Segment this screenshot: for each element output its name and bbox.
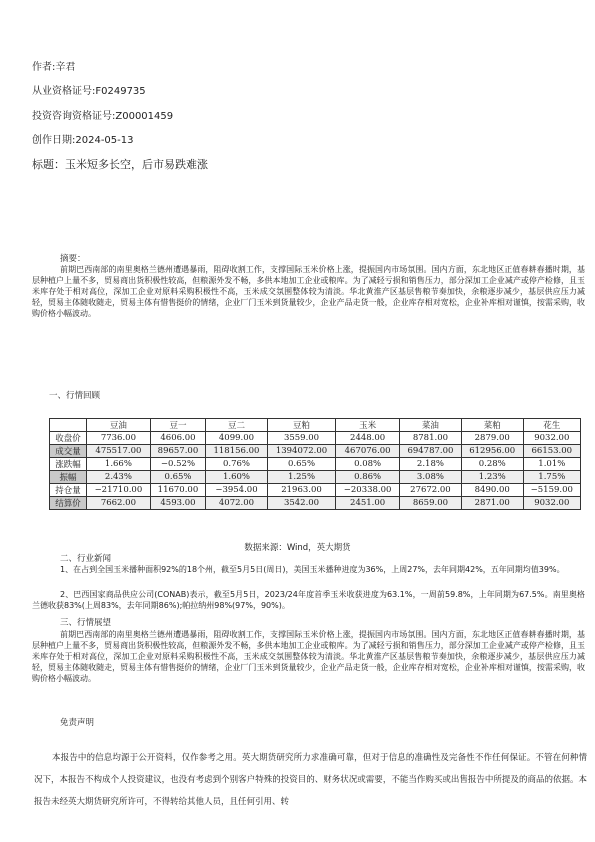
creation-date: 创作日期:2024-05-13 (32, 135, 134, 146)
table-row (50, 471, 581, 484)
table-cell: 66153.00 (523, 445, 580, 458)
column-header: 豆油 (86, 419, 150, 432)
news-item-1: 1、在占到全国玉米播种面积92%的18个州，截至5月5日(周日)，美国玉米播种进度为36%，上周27%，去年同期42%，五年同期均值39%。 (60, 565, 565, 574)
table-cell: 3.08% (400, 471, 462, 484)
table-cell: 1.23% (461, 471, 523, 484)
disclaimer-text: 本报告中的信息均源于公开资料，仅作参考之用。英大期货研究所力求准确可靠，但对于信息的准确性及完备性不作任何保证。不管在何种情况下，本报告不构成个人投资建议，也没有考虑到个别客户特殊的投资目的、财务状况或需要，不能当作购买或出售报告中所提及的商品的依据。本报告未经英大期货研究所许可，不得转给其他人员，且任何引用、转 (34, 753, 587, 807)
table-cell: 9032.00 (523, 497, 580, 510)
table-cell: −0.52% (150, 458, 205, 471)
table-header-row (50, 419, 581, 432)
news-item-2: 2、巴西国家商品供应公司(CONAB)表示，截至5月5日，2023/24年度首季玉米收获进度为63.1%，一周前59.8%，上年同期为67.5%。南里奥格兰德收获83%(上周83%，去年同期86%);帕拉纳州98%(97%，90%)。 (32, 590, 585, 610)
table-cell: 467076.00 (336, 445, 400, 458)
row-label: 结算价 (50, 497, 87, 510)
abstract-label: 摘要： (60, 254, 86, 264)
table-row (50, 432, 581, 445)
table-cell: 8781.00 (400, 432, 462, 445)
table-row (50, 484, 581, 497)
consult-license-number: 投资咨询资格证号:Z00001459 (32, 111, 174, 122)
column-header: 玉米 (336, 419, 400, 432)
table-row (50, 497, 581, 510)
report-title: 标题：玉米短多长空，后市易跌难涨 (32, 158, 208, 171)
table-cell: 0.65% (267, 458, 335, 471)
row-label: 持仓量 (50, 484, 87, 497)
row-label: 振幅 (50, 471, 87, 484)
table-cell: 612956.00 (461, 445, 523, 458)
table-cell: 1394072.00 (267, 445, 335, 458)
market-table (49, 418, 581, 510)
table-cell: 0.28% (461, 458, 523, 471)
table-cell: 7662.00 (86, 497, 150, 510)
table-cell: 3559.00 (267, 432, 335, 445)
row-label: 涨跌幅 (50, 458, 87, 471)
table-cell: 1.66% (86, 458, 150, 471)
table-cell: 4099.00 (206, 432, 268, 445)
table-cell: 2871.00 (461, 497, 523, 510)
table-cell: 4593.00 (150, 497, 205, 510)
table-cell: 118156.00 (206, 445, 268, 458)
table-cell: 1.01% (523, 458, 580, 471)
table-cell: 475517.00 (86, 445, 150, 458)
table-row (50, 458, 581, 471)
row-label: 收盘价 (50, 432, 87, 445)
table-cell: 0.86% (336, 471, 400, 484)
disclaimer-title: 免责声明 (60, 718, 95, 728)
table-cell: 0.76% (206, 458, 268, 471)
table-cell: −20338.00 (336, 484, 400, 497)
row-label: 成交量 (50, 445, 87, 458)
column-header: 豆粕 (267, 419, 335, 432)
table-cell: 0.65% (150, 471, 205, 484)
table-cell: 1.75% (523, 471, 580, 484)
table-cell: 1.25% (267, 471, 335, 484)
table-cell: 2448.00 (336, 432, 400, 445)
table-cell: 4072.00 (206, 497, 268, 510)
table-cell: −5159.00 (523, 484, 580, 497)
table-cell: 9032.00 (523, 432, 580, 445)
section-outlook: 三、行情展望 (60, 618, 112, 628)
table-cell: 2879.00 (461, 432, 523, 445)
table-cell: 89657.00 (150, 445, 205, 458)
table-cell: 0.08% (336, 458, 400, 471)
table-cell: 21963.00 (267, 484, 335, 497)
data-source: 数据来源：Wind，英大期货 (244, 543, 351, 553)
column-header: 豆一 (150, 419, 205, 432)
table-cell: 2.18% (400, 458, 462, 471)
table-cell: 7736.00 (86, 432, 150, 445)
license-number: 从业资格证号:F0249735 (32, 86, 146, 97)
table-cell: 2451.00 (336, 497, 400, 510)
table-corner (50, 419, 87, 432)
table-cell: 8490.00 (461, 484, 523, 497)
column-header: 菜油 (400, 419, 462, 432)
outlook-text: 前期巴西南部的南里奥格兰德州遭遇暴雨，阻碍收割工作，支撑国际玉米价格上涨，提振国内市场氛围。国内方面，东北地区正值春耕春播时期，基层种植户上量不多，贸易商出货积极性较高，但粮源外发不畅，多供本地加工企业或粮库。为了减轻亏损和销售压力，部分深加工企业减产或停产检修，且玉米库存处于相对高位，深加工企业对原料采购积极性不高，玉米成交氛围整体较为清淡。华北黄淮产区基层售粮节奏加快，余粮逐步减少，基层供应压力减轻，贸易主体随收随走，贸易主体有惜售挺价的情绪，企业厂门玉米到货量较少，企业产品走货一般，企业库存相对宽松，企业补库相对谨慎，按需采购，收购价格小幅波动。 (32, 630, 585, 683)
author: 作者:辛君 (32, 62, 76, 73)
section-market-review: 一、行情回顾 (49, 391, 101, 401)
section-industry-news: 二、行业新闻 (60, 554, 112, 564)
table-cell: 27672.00 (400, 484, 462, 497)
column-header: 豆二 (206, 419, 268, 432)
table-cell: 3542.00 (267, 497, 335, 510)
abstract-text: 前期巴西南部的南里奥格兰德州遭遇暴雨，阻碍收割工作，支撑国际玉米价格上涨，提振国内市场氛围。国内方面，东北地区正值春耕春播时期，基层种植户上量不多，贸易商出货积极性较高，但粮源外发不畅，多供本地加工企业或粮库。为了减轻亏损和销售压力，部分深加工企业减产或停产检修，且玉米库存处于相对高位，深加工企业对原料采购积极性不高，玉米成交氛围整体较为清淡。华北黄淮产区基层售粮节奏加快，余粮逐步减少，基层供应压力减轻，贸易主体随收随走，贸易主体有惜售挺价的情绪，企业厂门玉米到货量较少，企业产品走货一般，企业库存相对宽松，企业补库相对谨慎，按需采购，收购价格小幅波动。 (32, 265, 585, 318)
table-cell: 11670.00 (150, 484, 205, 497)
column-header: 花生 (523, 419, 580, 432)
table-cell: −3954.00 (206, 484, 268, 497)
table-cell: 8659.00 (400, 497, 462, 510)
table-cell: 2.43% (86, 471, 150, 484)
column-header: 菜粕 (461, 419, 523, 432)
table-cell: 1.60% (206, 471, 268, 484)
table-cell: 694787.00 (400, 445, 462, 458)
table-row (50, 445, 581, 458)
table-cell: −21710.00 (86, 484, 150, 497)
table-cell: 4606.00 (150, 432, 205, 445)
